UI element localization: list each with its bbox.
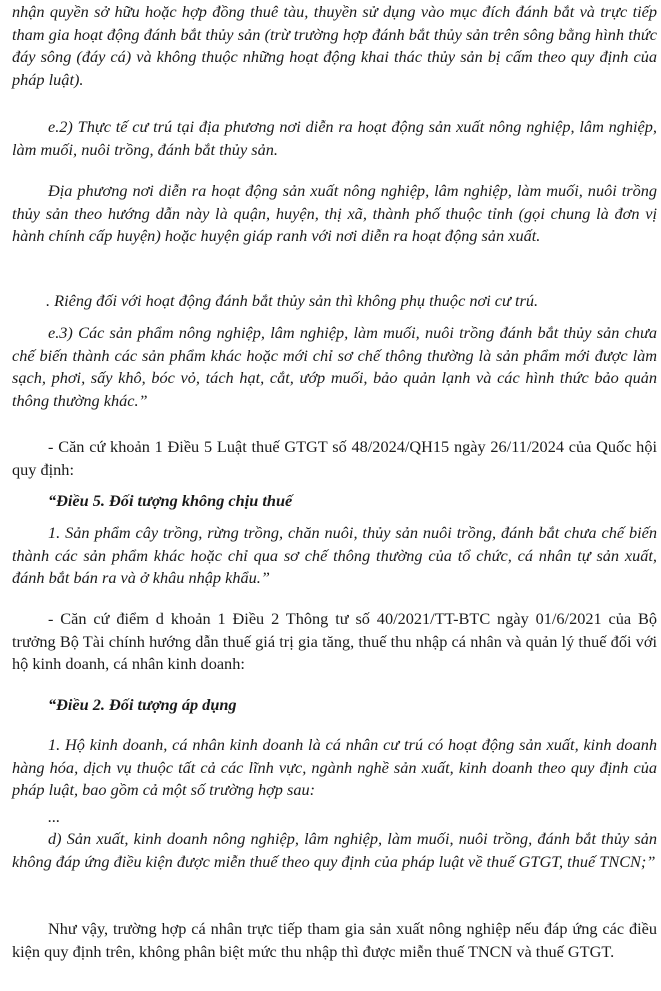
paragraph-fishing-ownership: nhận quyền sở hữu hoặc hợp đồng thuê tàu, thuyền sử dụng vào mục đích đánh bắt và trực tiếp tham gia hoạt động đánh bắt thủy sản (trừ trường hợp đánh bắt thủy sản trên sông bằng hình thức đáy sông (đáy cá) và không thuộc những hoạt động khai thác thủy sản bị cấm theo quy định của pháp luật). [12,2,657,89]
paragraph-e2-residence: e.2) Thực tế cư trú tại địa phương nơi diễn ra hoạt động sản xuất nông nghiệp, lâm nghiệp, làm muối, nuôi trồng, đánh bắt thủy sản. [12,117,657,159]
paragraph-fishing-exception: . Riêng đối với hoạt động đánh bắt thủy sản thì không phụ thuộc nơi cư trú. [46,291,539,310]
paragraph-conclusion: Như vậy, trường hợp cá nhân trực tiếp tham gia sản xuất nông nghiệp nếu đáp ứng các điều kiện quy định trên, không phân biệt mức thu nhập thì được miễn thuế TNCN và thuế GTGT. [12,919,657,961]
paragraph-ellipsis: ... [48,807,61,826]
paragraph-article-2-clause-1: 1. Hộ kinh doanh, cá nhân kinh doanh là cá nhân cư trú có hoạt động sản xuất, kinh doanh hàng hóa, dịch vụ thuộc tất cả các lĩnh vực, ngành nghề sản xuất, kinh doanh theo quy định của pháp luật, bao gồm cả một số trường hợp sau: [12,735,657,799]
paragraph-vat-law-reference: - Căn cứ khoản 1 Điều 5 Luật thuế GTGT số 48/2024/QH15 ngày 26/11/2024 của Quốc hội quy định: [12,437,657,479]
paragraph-e3-products: e.3) Các sản phẩm nông nghiệp, lâm nghiệp, làm muối, nuôi trồng đánh bắt thủy sản chưa chế biến thành các sản phẩm khác hoặc mới chỉ sơ chế thông thường là sản phẩm mới được làm sạch, phơi, sấy khô, bóc vỏ, tách hạt, cắt, ướp muối, bảo quản lạnh và các hình thức bảo quản thông thường khác.” [12,323,657,410]
heading-article-2: “Điều 2. Đối tượng áp dụng [48,695,237,714]
paragraph-circular-reference: - Căn cứ điểm d khoản 1 Điều 2 Thông tư số 40/2021/TT-BTC ngày 01/6/2021 của Bộ trưởng Bộ Tài chính hướng dẫn thuế giá trị gia tăng, thuế thu nhập cá nhân và quản lý thuế đối với hộ kinh doanh, cá nhân kinh doanh: [12,609,657,673]
heading-article-5: “Điều 5. Đối tượng không chịu thuế [48,491,293,510]
paragraph-article-5-clause-1: 1. Sản phẩm cây trồng, rừng trồng, chăn nuôi, thủy sản nuôi trồng, đánh bắt chưa chế biến thành các sản phẩm khác hoặc chỉ qua sơ chế thông thường của tổ chức, cá nhân tự sản xuất, đánh bắt bán ra và ở khâu nhập khẩu.” [12,523,657,587]
paragraph-point-d: d) Sản xuất, kinh doanh nông nghiệp, lâm nghiệp, làm muối, nuôi trồng, đánh bắt thủy sản không đáp ứng điều kiện được miễn thuế theo quy định của pháp luật về thuế GTGT, thuế TNCN;” [12,829,657,871]
paragraph-locality-definition: Địa phương nơi diễn ra hoạt động sản xuất nông nghiệp, lâm nghiệp, làm muối, nuôi trồng thủy sản theo hướng dẫn này là quận, huyện, thị xã, thành phố thuộc tỉnh (gọi chung là đơn vị hành chính cấp huyện) hoặc huyện giáp ranh với nơi diễn ra hoạt động sản xuất. [12,181,657,245]
